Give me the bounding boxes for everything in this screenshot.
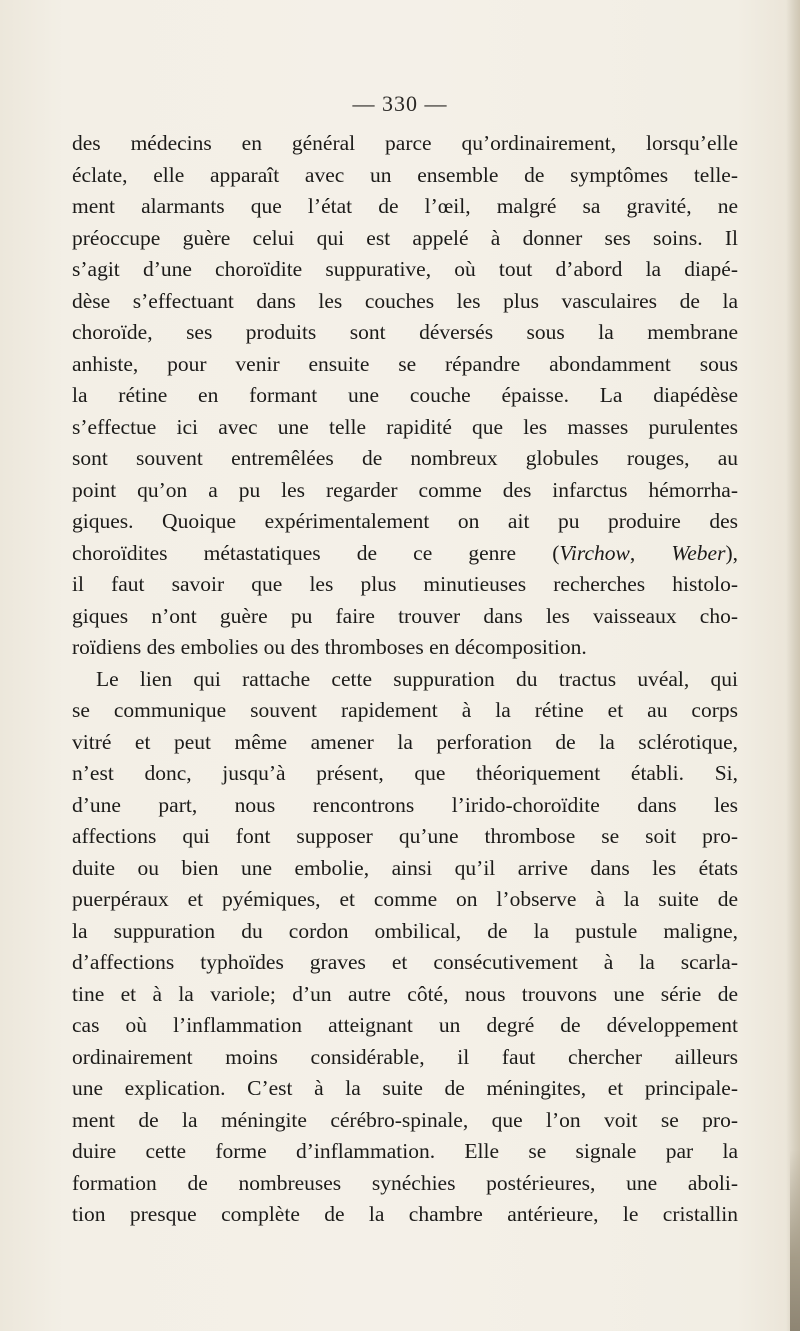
- text-line: n’est donc, jusqu’à présent, que théoriquement établi. Si,: [72, 761, 738, 785]
- text-line: sont souvent entremêlées de nombreux globules rouges, au: [72, 446, 738, 470]
- text-line: anhiste, pour venir ensuite se répandre abondamment sous: [72, 351, 738, 376]
- text-line: ment de la méningite cérébro-spinale, que l’on voit se pro-: [72, 1107, 738, 1132]
- text-line: des médecins en général parce qu’ordinairement, lorsqu’elle: [72, 131, 738, 155]
- text-line: duite ou bien une embolie, ainsi qu’il arrive dans les états: [72, 855, 738, 880]
- text-line: tine et à la variole; d’un autre côté, nous trouvons une série de: [72, 981, 738, 1006]
- text-line-with-citations: [72, 538, 738, 570]
- text-line: dèse s’effectuant dans les couches les plus vasculaires de la: [72, 288, 738, 313]
- text-line: cas où l’inflammation atteignant un degré de développement: [72, 1013, 738, 1037]
- text-line: s’agit d’une choroïdite suppurative, où tout d’abord la diapé-: [72, 257, 738, 281]
- text-fragment: choroïdites métastatiques de ce genre (: [72, 540, 560, 565]
- text-line: roïdiens des embolies ou des thromboses en décomposition.: [72, 635, 587, 659]
- text-line: d’affections typhoïdes graves et consécutivement à la scarla-: [72, 950, 738, 974]
- text-line: une explication. C’est à la suite de méningites, et principale-: [72, 1076, 738, 1100]
- text-fragment: ),: [725, 540, 738, 565]
- text-line: giques. Quoique expérimentalement on ait pu produire des: [72, 509, 738, 533]
- citation-weber: Weber: [671, 540, 726, 565]
- text-line: éclate, elle apparaît avec un ensemble de symptômes telle-: [72, 162, 738, 187]
- text-line: affections qui font supposer qu’une thrombose se soit pro-: [72, 824, 738, 848]
- page-edge-shadow: [786, 0, 800, 1331]
- text-line: ment alarmants que l’état de l’œil, malgré sa gravité, ne: [72, 194, 738, 218]
- text-line: se communique souvent rapidement à la rétine et au corps: [72, 698, 738, 722]
- text-line: puerpéraux et pyémiques, et comme on l’observe à la suite de: [72, 887, 738, 911]
- text-line: vitré et peut même amener la perforation de la sclérotique,: [72, 729, 738, 754]
- page-edge-dark: [790, 1150, 800, 1331]
- text-line: Le lien qui rattache cette suppuration du tractus uvéal, qui: [96, 666, 738, 691]
- text-line: ordinairement moins considérable, il faut chercher ailleurs: [72, 1044, 738, 1069]
- text-line: duire cette forme d’inflammation. Elle se signale par la: [72, 1139, 738, 1163]
- text-line: tion presque complète de la chambre antérieure, le cristallin: [72, 1202, 738, 1226]
- text-line: la rétine en formant une couche épaisse. La diapédèse: [72, 383, 738, 407]
- citation-virchow: Virchow: [559, 540, 630, 565]
- text-line: il faut savoir que les plus minutieuses recherches histolo-: [72, 572, 738, 596]
- text-line: choroïde, ses produits sont déversés sous la membrane: [72, 320, 738, 344]
- text-line: s’effectue ici avec une telle rapidité que les masses purulentes: [72, 414, 738, 439]
- text-fragment: ,: [629, 540, 672, 565]
- page-number: — 330 —: [352, 91, 448, 116]
- text-line: la suppuration du cordon ombilical, de la pustule maligne,: [72, 918, 738, 943]
- text-line: préoccupe guère celui qui est appelé à donner ses soins. Il: [72, 225, 738, 250]
- text-line: giques n’ont guère pu faire trouver dans les vaisseaux cho-: [72, 603, 738, 628]
- body-text: [72, 128, 738, 1231]
- text-line: point qu’on a pu les regarder comme des infarctus hémorrha-: [72, 477, 738, 502]
- text-line: formation de nombreuses synéchies postérieures, une aboli-: [72, 1170, 738, 1195]
- text-line: d’une part, nous rencontrons l’irido-choroïdite dans les: [72, 792, 738, 817]
